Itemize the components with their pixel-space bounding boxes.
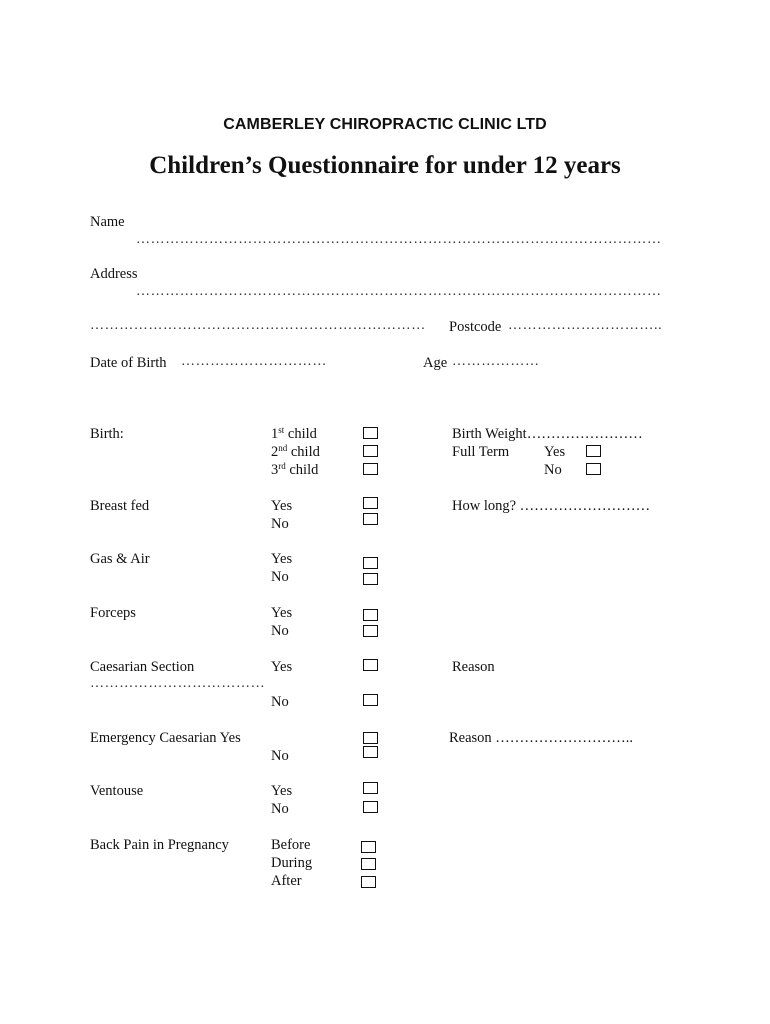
- ventouse-no-label: No: [271, 801, 289, 817]
- ventouse-yes-label: Yes: [271, 783, 293, 799]
- clinic-name: CAMBERLEY CHIROPRACTIC CLINIC LTD: [223, 116, 547, 133]
- caesarian-no-checkbox[interactable]: [363, 694, 378, 706]
- first-child-label: [271, 425, 317, 443]
- page-title: Children’s Questionnaire for under 12 years: [149, 152, 621, 179]
- caesarian-yes-label: Yes: [271, 659, 293, 675]
- forceps-label: Forceps: [90, 605, 136, 621]
- name-field[interactable]: ………………………………………………………………………………………………: [136, 232, 662, 247]
- postcode-field[interactable]: …………………………..: [508, 318, 663, 333]
- gas-air-no-label: No: [271, 569, 289, 585]
- forceps-yes-label: Yes: [271, 605, 293, 621]
- emergency-yes-checkbox[interactable]: [363, 732, 378, 744]
- back-pain-after-label: After: [271, 873, 302, 889]
- caesarian-reason-field[interactable]: ………………………………: [90, 676, 266, 691]
- back-pain-during-checkbox[interactable]: [361, 858, 376, 870]
- name-label: Name: [90, 214, 125, 230]
- address-label: Address: [90, 266, 138, 282]
- first-child-sup: st: [278, 425, 285, 435]
- ventouse-yes-checkbox[interactable]: [363, 782, 378, 794]
- first-child-checkbox[interactable]: [363, 427, 378, 439]
- caesarian-yes-checkbox[interactable]: [363, 659, 378, 671]
- full-term-yes-checkbox[interactable]: [586, 445, 601, 457]
- third-child-sup: rd: [278, 461, 286, 471]
- dob-field[interactable]: …………………………: [181, 354, 327, 369]
- breast-fed-yes-label: Yes: [271, 498, 293, 514]
- gas-air-label: Gas & Air: [90, 551, 150, 567]
- how-long-field[interactable]: How long? ………………………: [452, 498, 651, 514]
- gas-air-yes-label: Yes: [271, 551, 293, 567]
- third-child-label: [271, 461, 318, 479]
- second-child-label: [271, 443, 320, 461]
- second-child-sup: nd: [278, 443, 288, 453]
- address-field-line2[interactable]: ……………………………………………………………: [90, 318, 426, 333]
- gas-air-yes-checkbox[interactable]: [363, 557, 378, 569]
- third-child-checkbox[interactable]: [363, 463, 378, 475]
- back-pain-before-label: Before: [271, 837, 311, 853]
- birth-weight-field[interactable]: Birth Weight……………………: [452, 426, 643, 442]
- postcode-label: Postcode: [449, 319, 502, 335]
- forceps-no-label: No: [271, 623, 289, 639]
- emergency-no-checkbox[interactable]: [363, 746, 378, 758]
- birth-label: Birth:: [90, 426, 124, 442]
- back-pain-after-checkbox[interactable]: [361, 876, 376, 888]
- breast-fed-label: Breast fed: [90, 498, 150, 514]
- gas-air-no-checkbox[interactable]: [363, 573, 378, 585]
- back-pain-before-checkbox[interactable]: [361, 841, 376, 853]
- breast-fed-yes-checkbox[interactable]: [363, 497, 378, 509]
- address-field-line1[interactable]: ………………………………………………………………………………………………: [136, 284, 662, 299]
- caesarian-label: Caesarian Section: [90, 659, 195, 675]
- ventouse-label: Ventouse: [90, 783, 144, 799]
- full-term-no-label: No: [544, 462, 562, 478]
- breast-fed-no-checkbox[interactable]: [363, 513, 378, 525]
- emergency-caesarian-label: Emergency Caesarian Yes: [90, 730, 241, 746]
- forceps-yes-checkbox[interactable]: [363, 609, 378, 621]
- dob-label: Date of Birth: [90, 355, 167, 371]
- first-child-num: 1: [271, 426, 279, 442]
- second-child-word: child: [290, 444, 320, 460]
- full-term-no-checkbox[interactable]: [586, 463, 601, 475]
- breast-fed-no-label: No: [271, 516, 289, 532]
- age-field[interactable]: ………………: [452, 354, 540, 369]
- second-child-checkbox[interactable]: [363, 445, 378, 457]
- caesarian-reason-label: Reason: [452, 659, 495, 675]
- full-term-label: Full Term: [452, 444, 510, 460]
- caesarian-no-label: No: [271, 694, 289, 710]
- full-term-yes-label: Yes: [544, 444, 566, 460]
- forceps-no-checkbox[interactable]: [363, 625, 378, 637]
- ventouse-no-checkbox[interactable]: [363, 801, 378, 813]
- age-label: Age: [423, 355, 448, 371]
- second-child-num: 2: [271, 444, 279, 460]
- third-child-num: 3: [271, 462, 279, 478]
- third-child-word: child: [289, 462, 319, 478]
- emergency-reason-field[interactable]: Reason ………………………..: [449, 730, 634, 746]
- first-child-word: child: [287, 426, 317, 442]
- back-pain-during-label: During: [271, 855, 313, 871]
- emergency-no-label: No: [271, 748, 289, 764]
- back-pain-label: Back Pain in Pregnancy: [90, 837, 229, 853]
